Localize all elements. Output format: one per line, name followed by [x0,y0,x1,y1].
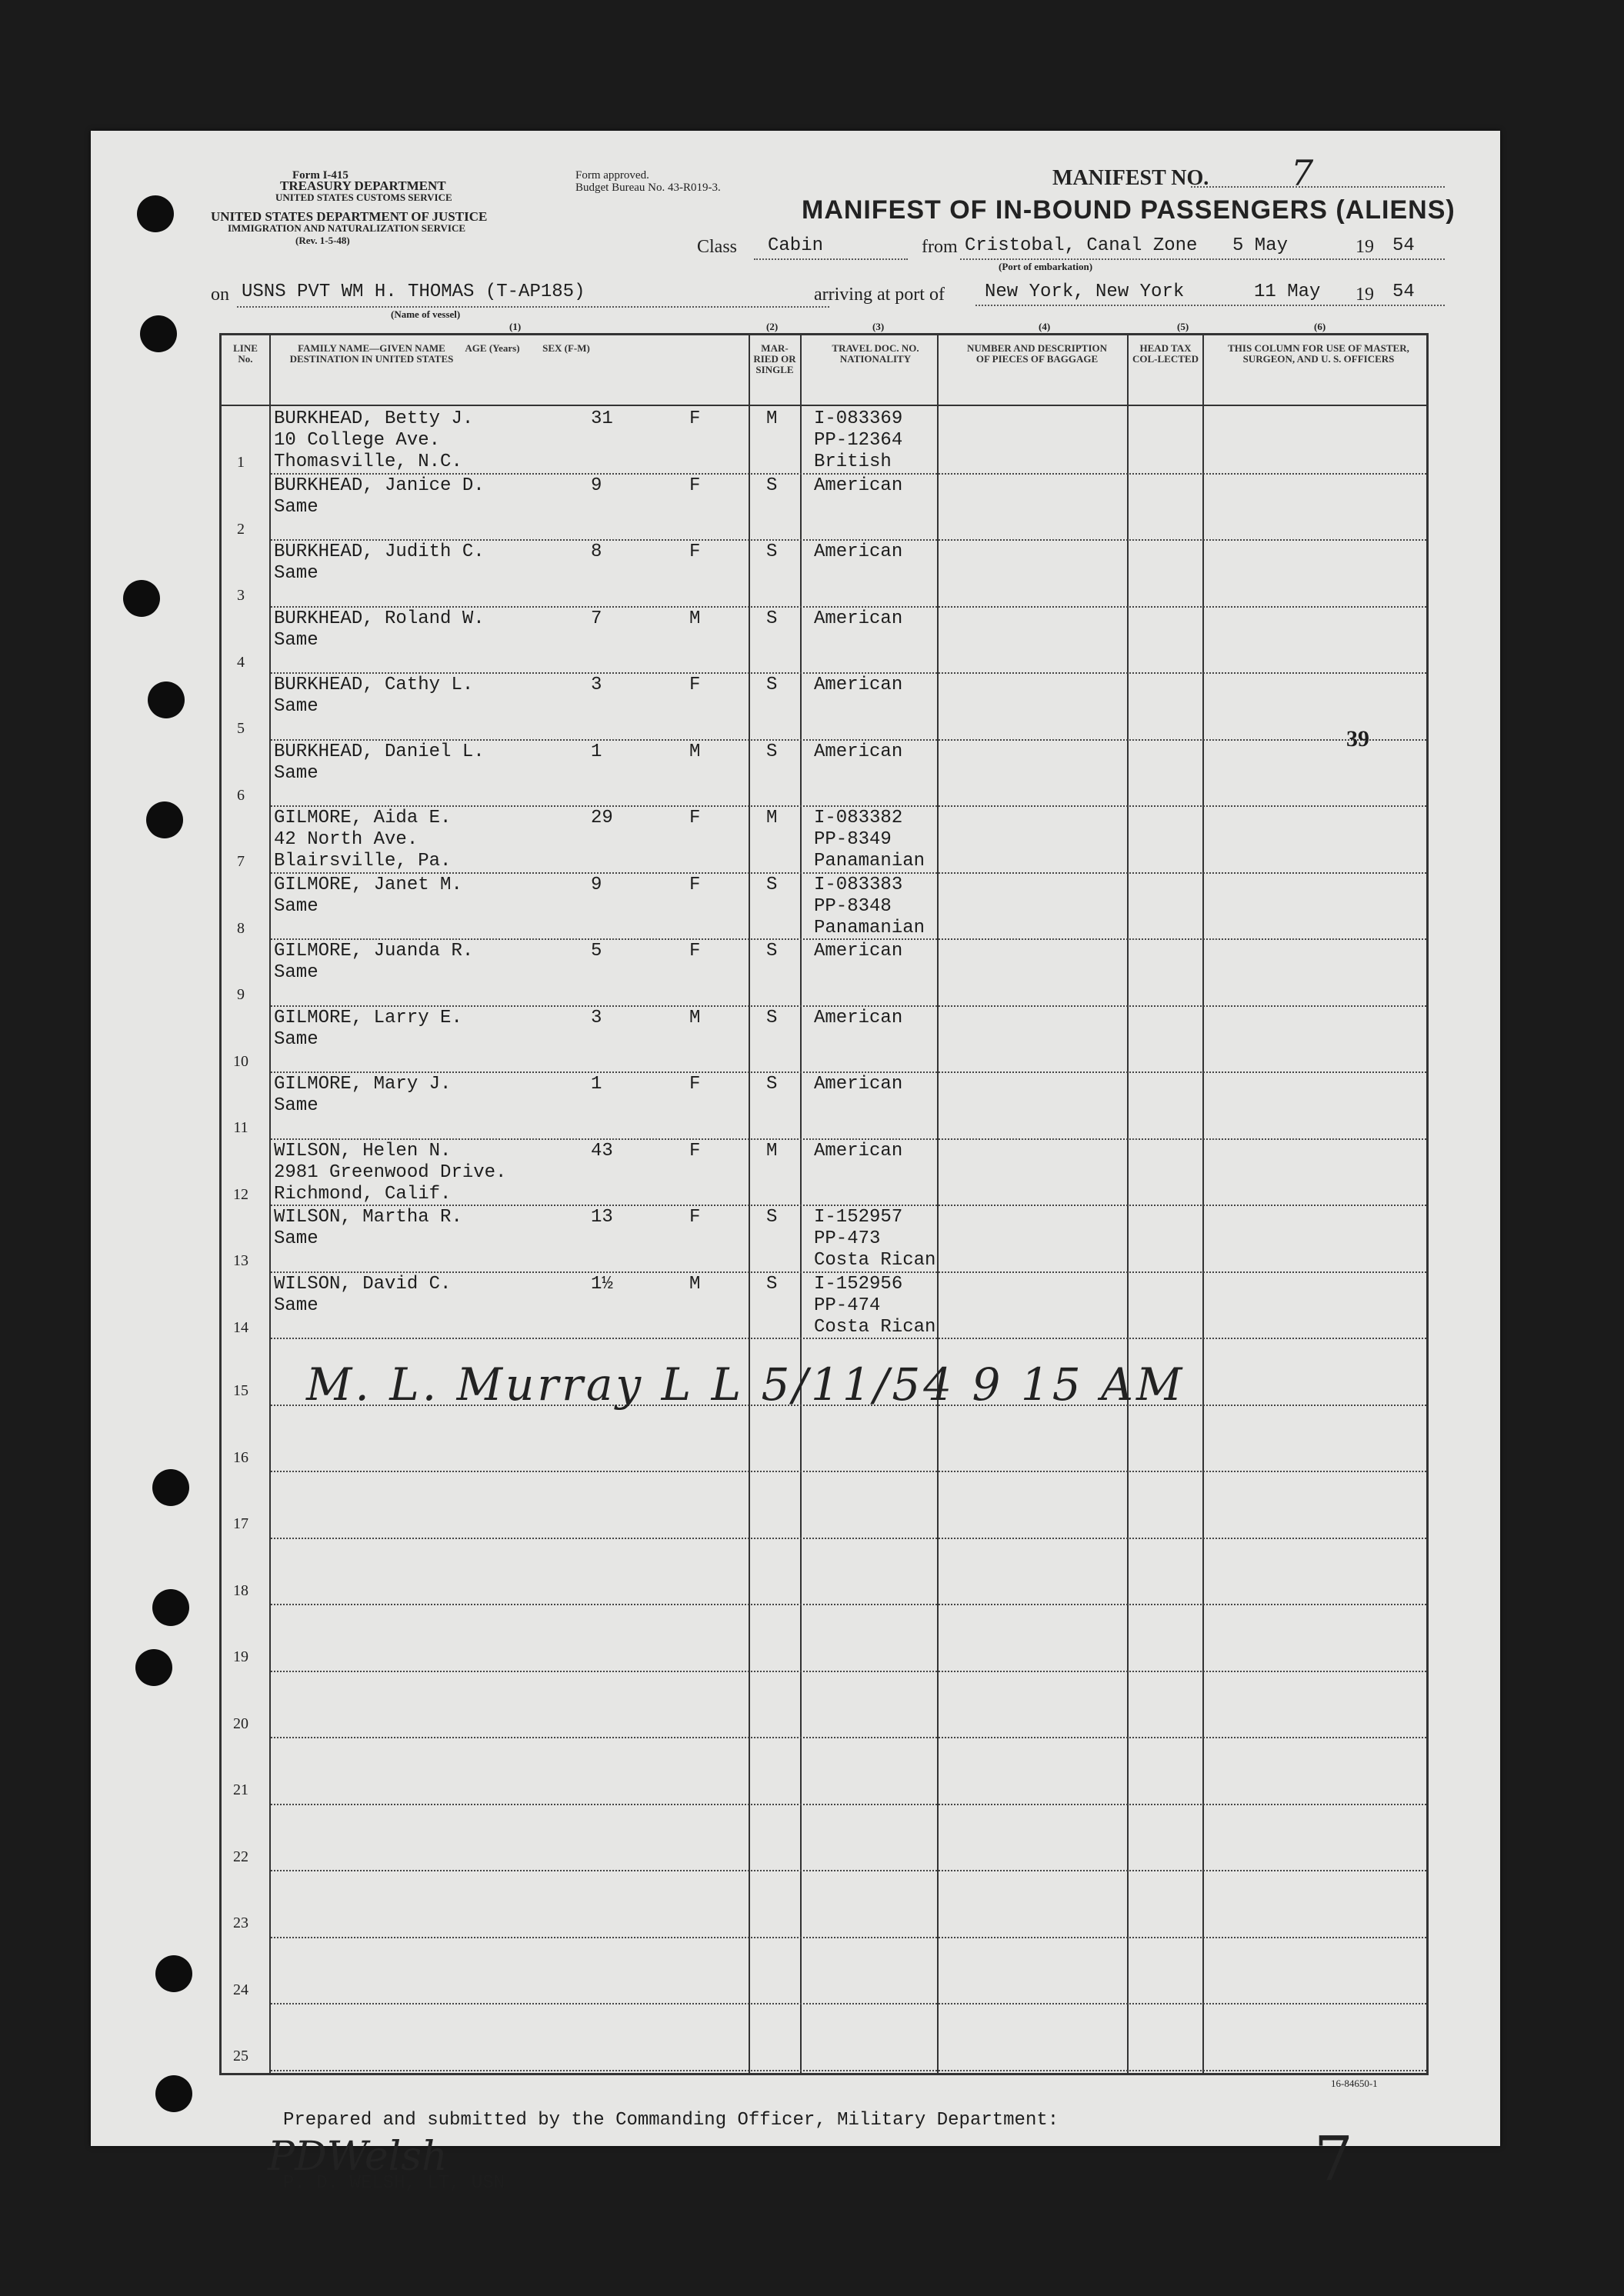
marital-status: S [766,475,778,496]
form-revision: (Rev. 1-5-48) [295,235,350,246]
sex-value: F [689,675,701,695]
passenger-name: GILMORE, Juanda R. [274,941,474,961]
line-number: 16 [233,1448,248,1466]
destination-line-1: Same [274,762,318,784]
line-number: 18 [233,1581,248,1599]
sex-value: F [689,408,701,429]
line-number: 4 [237,653,245,671]
destination-line-2: Richmond, Calif. [274,1183,452,1205]
col-num-5: (5) [1177,321,1189,332]
right-page-mark: 7 [1314,2123,1353,2194]
passenger-name: BURKHEAD, Cathy L. [274,675,474,695]
passenger-name: BURKHEAD, Roland W. [274,608,485,629]
punch-hole [135,1649,172,1686]
punch-hole [155,2075,192,2112]
vessel-underline [237,306,829,308]
port-embark-caption: (Port of embarkation) [999,261,1093,272]
sex-value: M [689,608,701,629]
destination-line-1: Same [274,629,318,651]
dept-justice: UNITED STATES DEPARTMENT OF JUSTICE [211,209,488,224]
passenger-name: GILMORE, Larry E. [274,1007,462,1028]
age-value: 29 [591,808,613,828]
travel-doc-line-3: Panamanian [814,917,925,938]
dept-ins: IMMIGRATION AND NATURALIZATION SERVICE [228,222,466,234]
punch-hole [140,315,177,352]
on-label: on [211,285,229,305]
destination-line-1: 42 North Ave. [274,829,419,850]
age-value: 7 [591,608,602,629]
line-number: 2 [237,520,245,538]
handwritten-inspector-signature: M. L. Murray L L 5/11/54 9 15 AM [306,1358,1185,1411]
passenger-name: WILSON, David C. [274,1273,452,1295]
from-year: 54 [1392,235,1415,256]
officer-name: P. D. WELSH, LT, USN [283,2173,505,2194]
line-number: 21 [233,1781,248,1798]
from-year-prefix: 19 [1356,237,1374,257]
punch-hole [137,195,174,232]
sex-value: F [689,941,701,961]
sex-value: F [689,1074,701,1095]
sex-value: M [689,741,701,762]
travel-doc-line-3: Costa Rican [814,1316,936,1338]
arrival-date: 11 May [1254,282,1321,302]
officer-signature: PDWelsh [268,2134,448,2180]
line-number: 13 [233,1252,248,1269]
travel-doc-line-1: American [814,675,903,695]
line-number: 6 [237,786,245,804]
col-header-married: MAR-RIED OR SINGLE [753,342,796,375]
age-value: 8 [591,542,602,562]
col-num-1: (1) [509,321,522,332]
dept-customs: UNITED STATES CUSTOMS SERVICE [275,192,452,203]
marital-status: M [766,808,778,828]
row-rule [271,1471,1426,1472]
marital-status: S [766,1273,778,1295]
line-number: 24 [233,1981,248,1998]
travel-doc-line-1: American [814,608,903,629]
marital-status: M [766,1140,778,1161]
col-num-3: (3) [872,321,885,332]
age-value: 9 [591,874,602,895]
header-divider [222,405,1426,406]
manifest-title: MANIFEST OF IN-BOUND PASSENGERS (ALIENS) [802,195,1456,225]
marital-status: S [766,542,778,562]
col-num-4: (4) [1039,321,1051,332]
line-number: 14 [233,1318,248,1336]
passenger-name: BURKHEAD, Judith C. [274,542,485,562]
line-number: 8 [237,919,245,937]
row-rule [271,1604,1426,1605]
passenger-name: BURKHEAD, Janice D. [274,475,485,496]
from-date: 5 May [1232,235,1289,256]
age-value: 31 [591,408,613,429]
travel-doc-line-2: PP-12364 [814,430,903,451]
age-value: 9 [591,475,602,496]
marital-status: S [766,1074,778,1095]
destination-line-1: 2981 Greenwood Drive. [274,1161,507,1183]
form-number: Form I-415 [292,169,348,182]
form-code: 16-84650-1 [1331,2078,1378,2089]
travel-doc-line-1: I-083382 [814,808,903,828]
manifest-no-label: MANIFEST NO. [1052,166,1209,190]
line-number: 7 [237,853,245,870]
row-rule [271,1737,1426,1738]
travel-doc-line-1: I-152956 [814,1273,903,1295]
col-num-2: (2) [766,321,779,332]
sex-value: F [689,808,701,828]
marital-status: M [766,408,778,429]
row-rule [271,1870,1426,1871]
vessel-name: USNS PVT WM H. THOMAS (T-AP185) [242,282,585,302]
manifest-no-value: 7 [1291,152,1314,194]
sex-value: F [689,475,701,496]
line-number: 9 [237,986,245,1003]
line-number: 22 [233,1848,248,1865]
travel-doc-line-2: PP-473 [814,1228,881,1249]
sex-value: F [689,1140,701,1161]
sex-value: F [689,1207,701,1228]
marital-status: S [766,741,778,762]
line-number: 11 [233,1119,248,1136]
arrival-port: New York, New York [985,282,1185,302]
line-number: 23 [233,1914,248,1931]
marital-status: S [766,1207,778,1228]
class-label: Class [697,237,738,257]
travel-doc-line-1: American [814,542,903,562]
destination-line-2: Thomasville, N.C. [274,452,462,472]
passenger-name: WILSON, Martha R. [274,1207,462,1228]
col-header-line: LINE No. [233,342,258,365]
col-header-officers: THIS COLUMN FOR USE OF MASTER, SURGEON, AND U. S. OFFICERS [1228,342,1409,365]
margin-note: 39 [1346,726,1369,751]
travel-doc-line-1: I-152957 [814,1207,903,1228]
col-header-sex: SEX (F-M) [542,342,590,354]
travel-doc-line-1: I-083383 [814,874,903,895]
travel-doc-line-1: American [814,475,903,496]
line-number: 19 [233,1648,248,1665]
passenger-name: WILSON, Helen N. [274,1140,452,1161]
arriving-label: arriving at port of [814,285,945,305]
destination-line-1: Same [274,563,318,584]
row-rule [271,1804,1426,1805]
sex-value: F [689,542,701,562]
destination-line-1: Same [274,895,318,917]
age-value: 43 [591,1140,613,1161]
destination-line-1: Same [274,962,318,983]
destination-line-1: Same [274,496,318,518]
line-number: 15 [233,1382,248,1399]
travel-doc-line-2: PP-8348 [814,895,892,917]
sex-value: F [689,874,701,895]
destination-line-1: 10 College Ave. [274,430,441,451]
line-number: 3 [237,587,245,604]
line-number: 20 [233,1715,248,1732]
travel-doc-line-2: PP-8349 [814,829,892,850]
from-underline [960,258,1445,260]
destination-line-1: Same [274,1095,318,1116]
class-value: Cabin [768,235,824,256]
budget-bureau: Budget Bureau No. 43-R019-3. [575,182,721,194]
travel-doc-line-1: American [814,1074,903,1095]
sex-value: M [689,1273,701,1295]
age-value: 3 [591,1007,602,1028]
from-label: from [922,237,958,257]
line-number: 17 [233,1515,248,1532]
marital-status: S [766,1007,778,1028]
col-header-age: AGE (Years) [465,342,520,354]
punch-hole [123,580,160,617]
line-number: 25 [233,2048,248,2064]
arrival-year: 54 [1392,282,1415,302]
age-value: 1 [591,1074,602,1095]
arrival-year-prefix: 19 [1356,285,1374,305]
travel-doc-line-1: American [814,941,903,961]
col-header-headtax: HEAD TAX COL-LECTED [1132,342,1199,365]
age-value: 13 [591,1207,613,1228]
age-value: 1½ [591,1273,613,1295]
row-rule [271,1538,1426,1539]
col-header-name: FAMILY NAME—GIVEN NAME DESTINATION IN UNITED STATES [289,342,454,365]
destination-line-2: Blairsville, Pa. [274,851,452,871]
passenger-name: BURKHEAD, Betty J. [274,408,474,429]
row-rule [271,1937,1426,1938]
destination-line-1: Same [274,1295,318,1316]
marital-status: S [766,874,778,895]
form-approved: Form approved. [575,169,649,182]
destination-line-1: Same [274,696,318,717]
line-number: 1 [237,454,245,471]
travel-doc-line-1: American [814,741,903,762]
travel-doc-line-3: Costa Rican [814,1250,936,1271]
col-header-travel: TRAVEL DOC. NO. NATIONALITY [832,342,919,365]
marital-status: S [766,941,778,961]
marital-status: S [766,608,778,629]
row-rule [271,2003,1426,2004]
passenger-name: GILMORE, Aida E. [274,808,452,828]
travel-doc-line-3: British [814,452,892,472]
col-header-baggage: NUMBER AND DESCRIPTION OF PIECES OF BAGGAGE [966,342,1108,365]
manifest-no-underline [1191,186,1445,188]
punch-hole [152,1589,189,1626]
dept-treasury: TREASURY DEPARTMENT [280,178,446,193]
passenger-name: GILMORE, Mary J. [274,1074,452,1095]
from-port: Cristobal, Canal Zone [965,235,1198,256]
age-value: 5 [591,941,602,961]
travel-doc-line-1: American [814,1007,903,1028]
punch-hole [152,1469,189,1506]
row-rule [271,2070,1426,2071]
manifest-sheet [91,131,1500,2194]
age-value: 1 [591,741,602,762]
travel-doc-line-2: PP-474 [814,1295,881,1316]
line-number: 12 [233,1185,248,1203]
prepared-statement: Prepared and submitted by the Commanding Officer, Military Department: [283,2110,1059,2131]
punch-hole [155,1955,192,1992]
line-number: 10 [233,1052,248,1070]
arrival-underline [975,305,1445,306]
punch-hole [148,681,185,718]
travel-doc-line-1: American [814,1140,903,1161]
col-num-6: (6) [1314,321,1326,332]
destination-line-1: Same [274,1028,318,1050]
passenger-name: GILMORE, Janet M. [274,874,462,895]
age-value: 3 [591,675,602,695]
destination-line-1: Same [274,1228,318,1249]
vessel-caption: (Name of vessel) [391,308,461,320]
travel-doc-line-3: Panamanian [814,851,925,871]
row-rule [271,1671,1426,1672]
sex-value: M [689,1007,701,1028]
line-number: 5 [237,720,245,737]
passenger-name: BURKHEAD, Daniel L. [274,741,485,762]
travel-doc-line-1: I-083369 [814,408,903,429]
class-underline [754,258,908,260]
punch-hole [146,801,183,838]
marital-status: S [766,675,778,695]
